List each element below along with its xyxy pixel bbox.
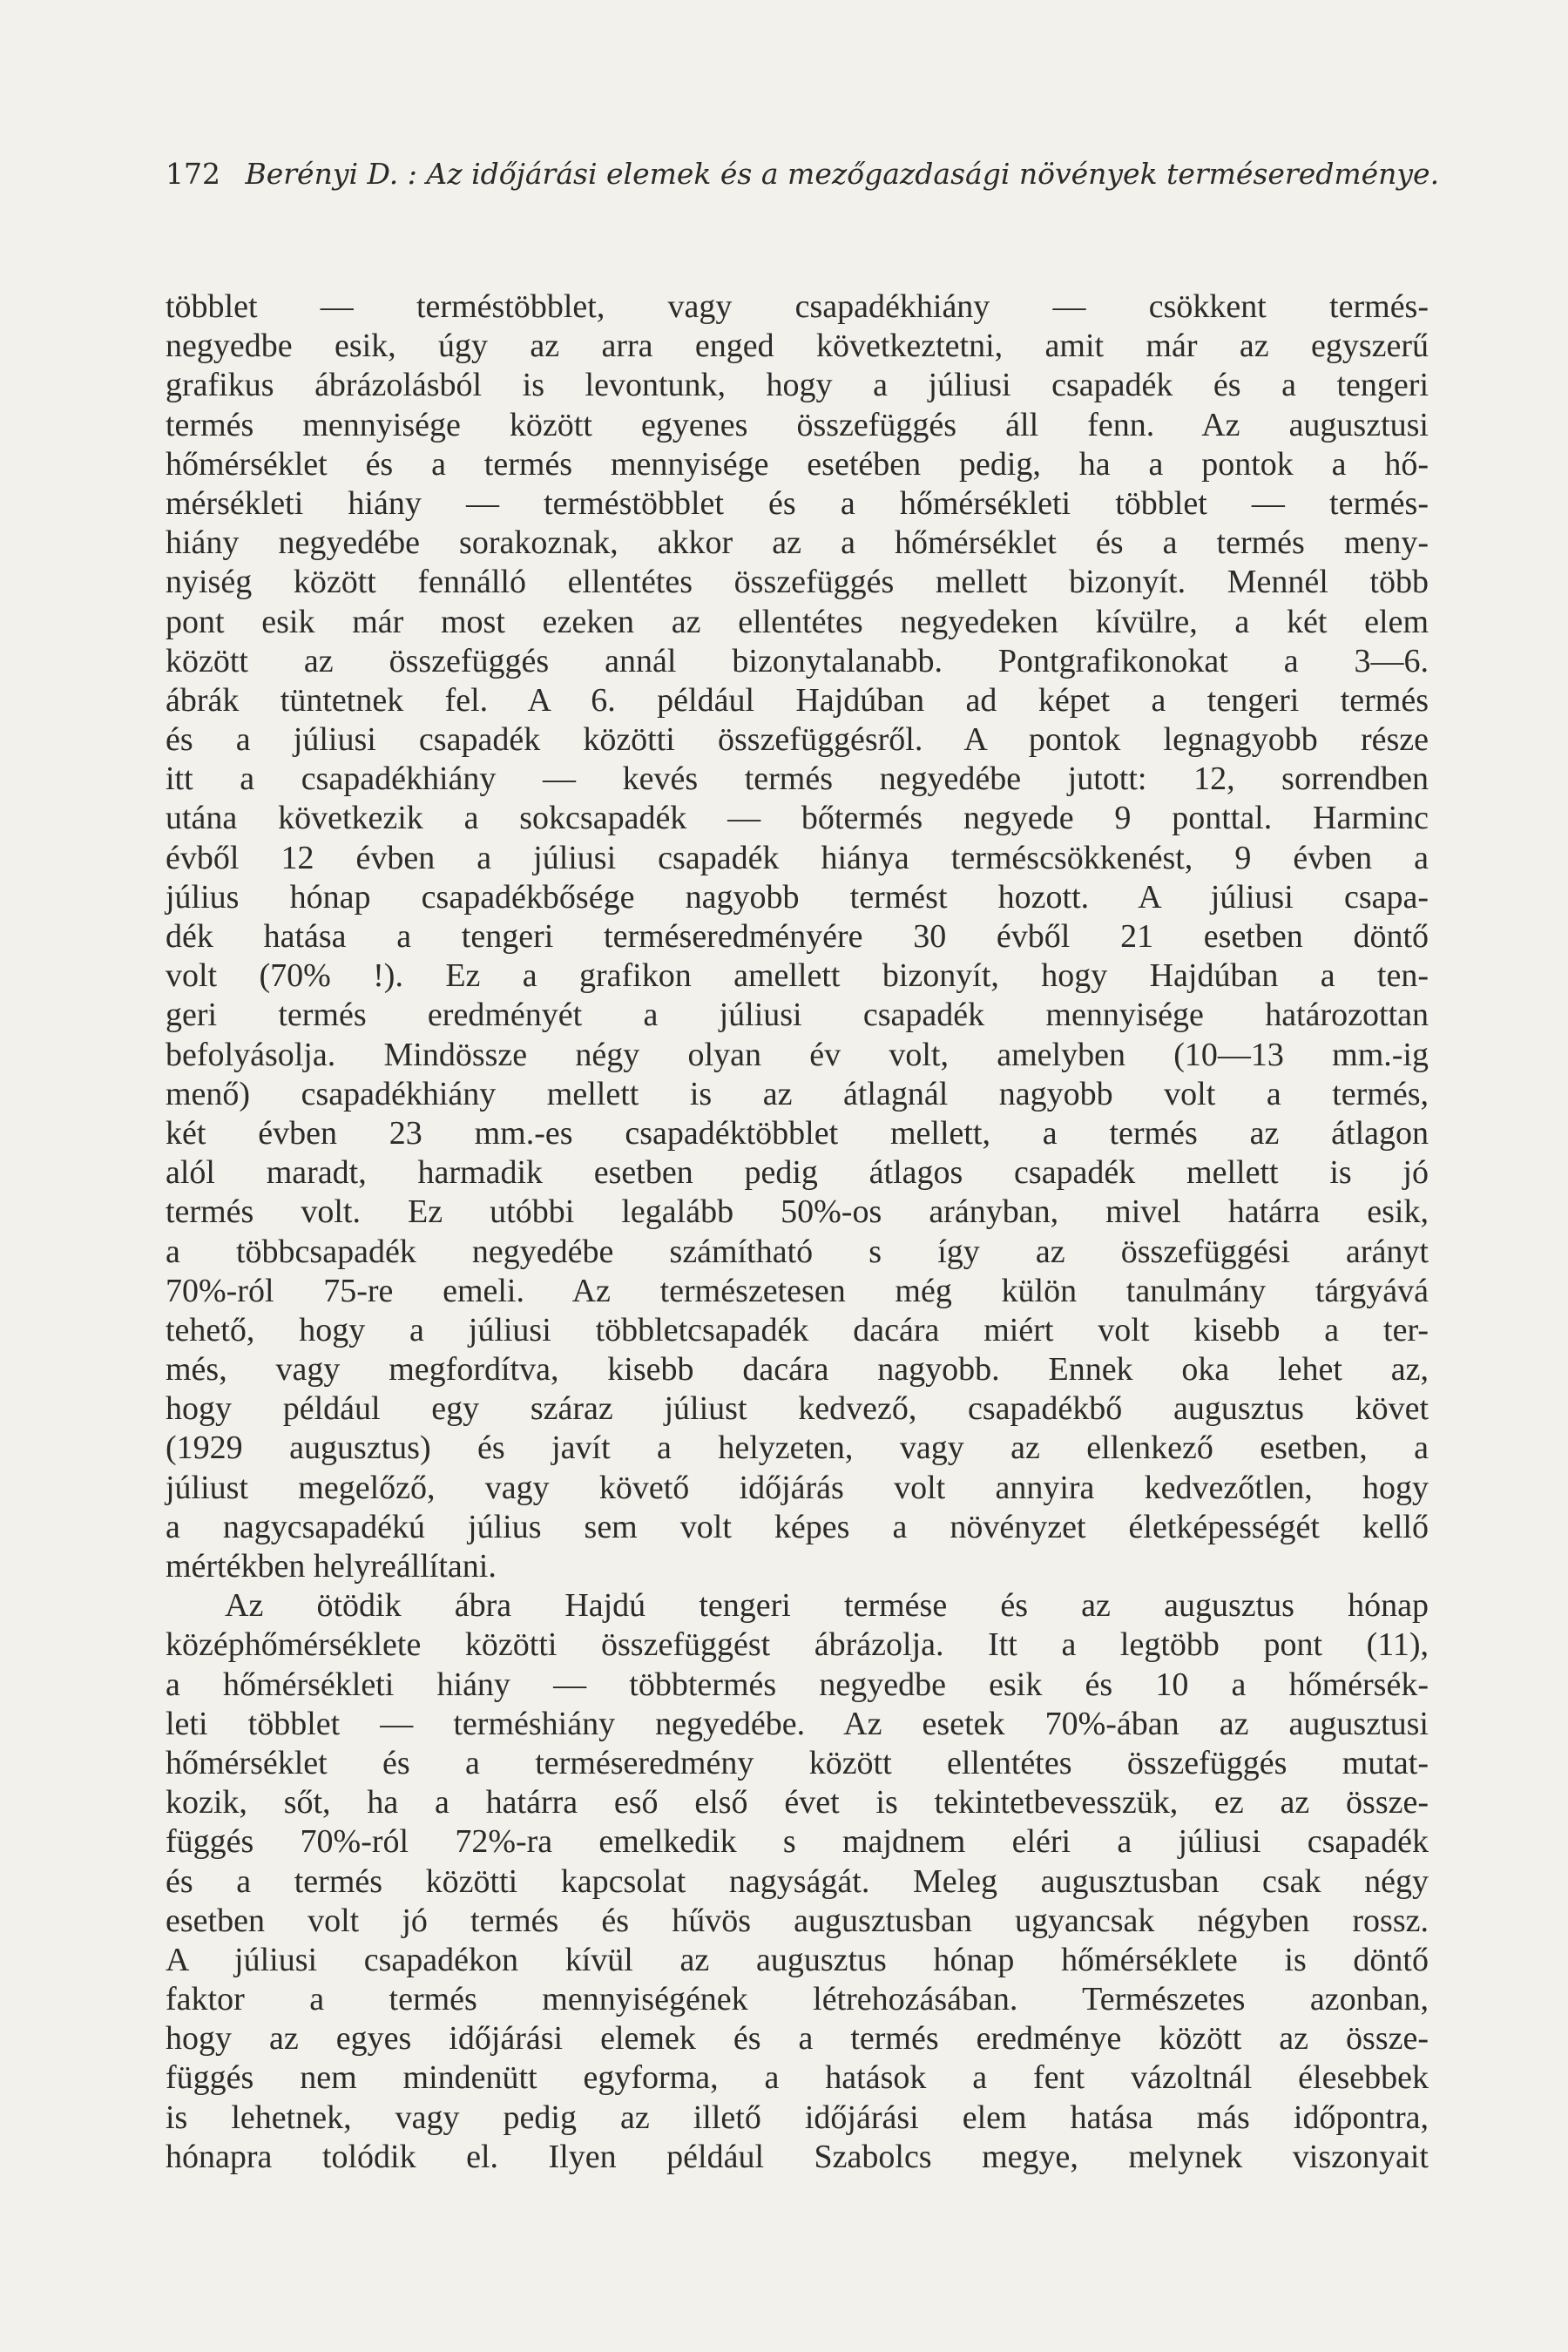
text-line: hiány negyedébe sorakoznak, akkor az a hőmérséklet és a termés meny- [166,524,1429,562]
text-line: itt a csapadékhiány — kevés termés negyedébe jutott: 12, sorrendben [166,760,1429,798]
text-line: hogy az egyes időjárási elemek és a termés eredménye között az össze- [166,2020,1429,2058]
text-line: leti többlet — terméshiány negyedébe. Az esetek 70%-ában az augusztusi [166,1705,1429,1742]
text-line: Az ötödik ábra Hajdú tengeri termése és az augusztus hónap [225,1587,1429,1625]
text-line: esetben volt jó termés és hűvös augusztusban ugyancsak négyben rossz. [166,1902,1429,1939]
text-line: középhőmérséklete közötti összefüggést ábrázolja. Itt a legtöbb pont (11), [166,1626,1429,1664]
text-line: a többcsapadék negyedébe számítható s így az összefüggési arányt [166,1233,1429,1270]
text-line: termés mennyisége között egyenes összefüggés áll fenn. Az augusztusi [166,406,1429,443]
text-line: ábrák tüntetnek fel. A 6. például Hajdúban ad képet a tengeri termés [166,681,1429,719]
text-line: júliust megelőző, vagy követő időjárás volt annyira kedvezőtlen, hogy [166,1469,1429,1506]
text-line: a hőmérsékleti hiány — többtermés negyedbe esik és 10 a hőmérsék- [166,1666,1429,1703]
text-line: hőmérséklet és a terméseredmény között ellentétes összefüggés mutat- [166,1744,1429,1781]
text-line: július hónap csapadékbősége nagyobb termést hozott. A júliusi csapa- [166,878,1429,916]
text-line: volt (70% !). Ez a grafikon amellett bizonyít, hogy Hajdúban a ten- [166,957,1429,995]
text-line: kozik, sőt, ha a határra eső első évet is tekintetbevesszük, ez az össze- [166,1784,1429,1821]
text-line: (1929 augusztus) és javít a helyzeten, vagy az ellenkező esetben, a [166,1429,1429,1467]
text-line: hogy például egy száraz júliust kedvező, csapadékbő augusztus követ [166,1390,1429,1428]
running-title: Berényi D. : Az időjárási elemek és a mezőgazdasági növények terméseredménye. [245,157,1440,191]
text-line: dék hatása a tengeri terméseredményére 30 évből 21 esetben döntő [166,918,1429,955]
text-line: mértékben helyreállítani. [166,1548,497,1585]
text-line: befolyásolja. Mindössze négy olyan év volt, amelyben (10—13 mm.-ig [166,1036,1429,1073]
text-line: függés nem mindenütt egyforma, a hatások a fent vázoltnál élesebbek [166,2059,1429,2097]
text-line: faktor a termés mennyiségének létrehozásában. Természetes azonban, [166,1981,1429,2018]
text-line: nyiség között fennálló ellentétes összefüggés mellett bizonyít. Mennél több [166,564,1429,601]
running-head [166,157,1440,191]
text-line: között az összefüggés annál bizonytalanabb. Pontgrafikonokat a 3—6. [166,642,1429,679]
text-line: grafikus ábrázolásból is levontunk, hogy a júliusi csapadék és a tengeri [166,367,1429,404]
text-line: negyedbe esik, úgy az arra enged következtetni, amit már az egyszerű [166,328,1429,365]
text-line: geri termés eredményét a júliusi csapadék mennyisége határozottan [166,997,1429,1034]
text-line: is lehetnek, vagy pedig az illető időjárási elem hatása más időpontra, [166,2099,1429,2136]
text-line: utána következik a sokcsapadék — bőtermés negyede 9 ponttal. Harminc [166,800,1429,837]
text-line: més, vagy megfordítva, kisebb dacára nagyobb. Ennek oka lehet az, [166,1351,1429,1389]
text-line: alól maradt, harmadik esetben pedig átlagos csapadék mellett is jó [166,1154,1429,1192]
text-line: többlet — terméstöbblet, vagy csapadékhiány — csökkent termés- [166,288,1429,325]
text-line: termés volt. Ez utóbbi legalább 50%-os arányban, mivel határra esik, [166,1193,1429,1231]
text-line: függés 70%-ról 72%-ra emelkedik s majdnem eléri a júliusi csapadék [166,1823,1429,1861]
text-line: 70%-ról 75-re emeli. Az természetesen még külön tanulmány tárgyává [166,1272,1429,1309]
text-line: tehető, hogy a júliusi többletcsapadék dacára miért volt kisebb a ter- [166,1311,1429,1348]
text-line: és a júliusi csapadék közötti összefüggésről. A pontok legnagyobb része [166,721,1429,759]
text-line: hőmérséklet és a termés mennyisége esetében pedig, ha a pontok a hő- [166,445,1429,483]
body-text [166,287,1429,2177]
text-line: a nagycsapadékú július sem volt képes a növényzet életképességét kellő [166,1508,1429,1545]
text-line: A júliusi csapadékon kívül az augusztus hónap hőmérséklete is döntő [166,1941,1429,1978]
text-line: és a termés közötti kapcsolat nagyságát. Meleg augusztusban csak négy [166,1862,1429,1900]
text-line: pont esik már most ezeken az ellentétes negyedeken kívülre, a két elem [166,603,1429,640]
text-line: mérsékleti hiány — terméstöbblet és a hőmérsékleti többlet — termés- [166,484,1429,522]
text-line: évből 12 évben a júliusi csapadék hiánya terméscsökkenést, 9 évben a [166,839,1429,876]
page-number: 172 [166,157,220,191]
text-line: menő) csapadékhiány mellett is az átlagnál nagyobb volt a termés, [166,1075,1429,1112]
text-line: hónapra tolódik el. Ilyen például Szabolcs megye, melynek viszonyait [166,2138,1429,2175]
text-line: két évben 23 mm.-es csapadéktöbblet mellett, a termés az átlagon [166,1114,1429,1152]
